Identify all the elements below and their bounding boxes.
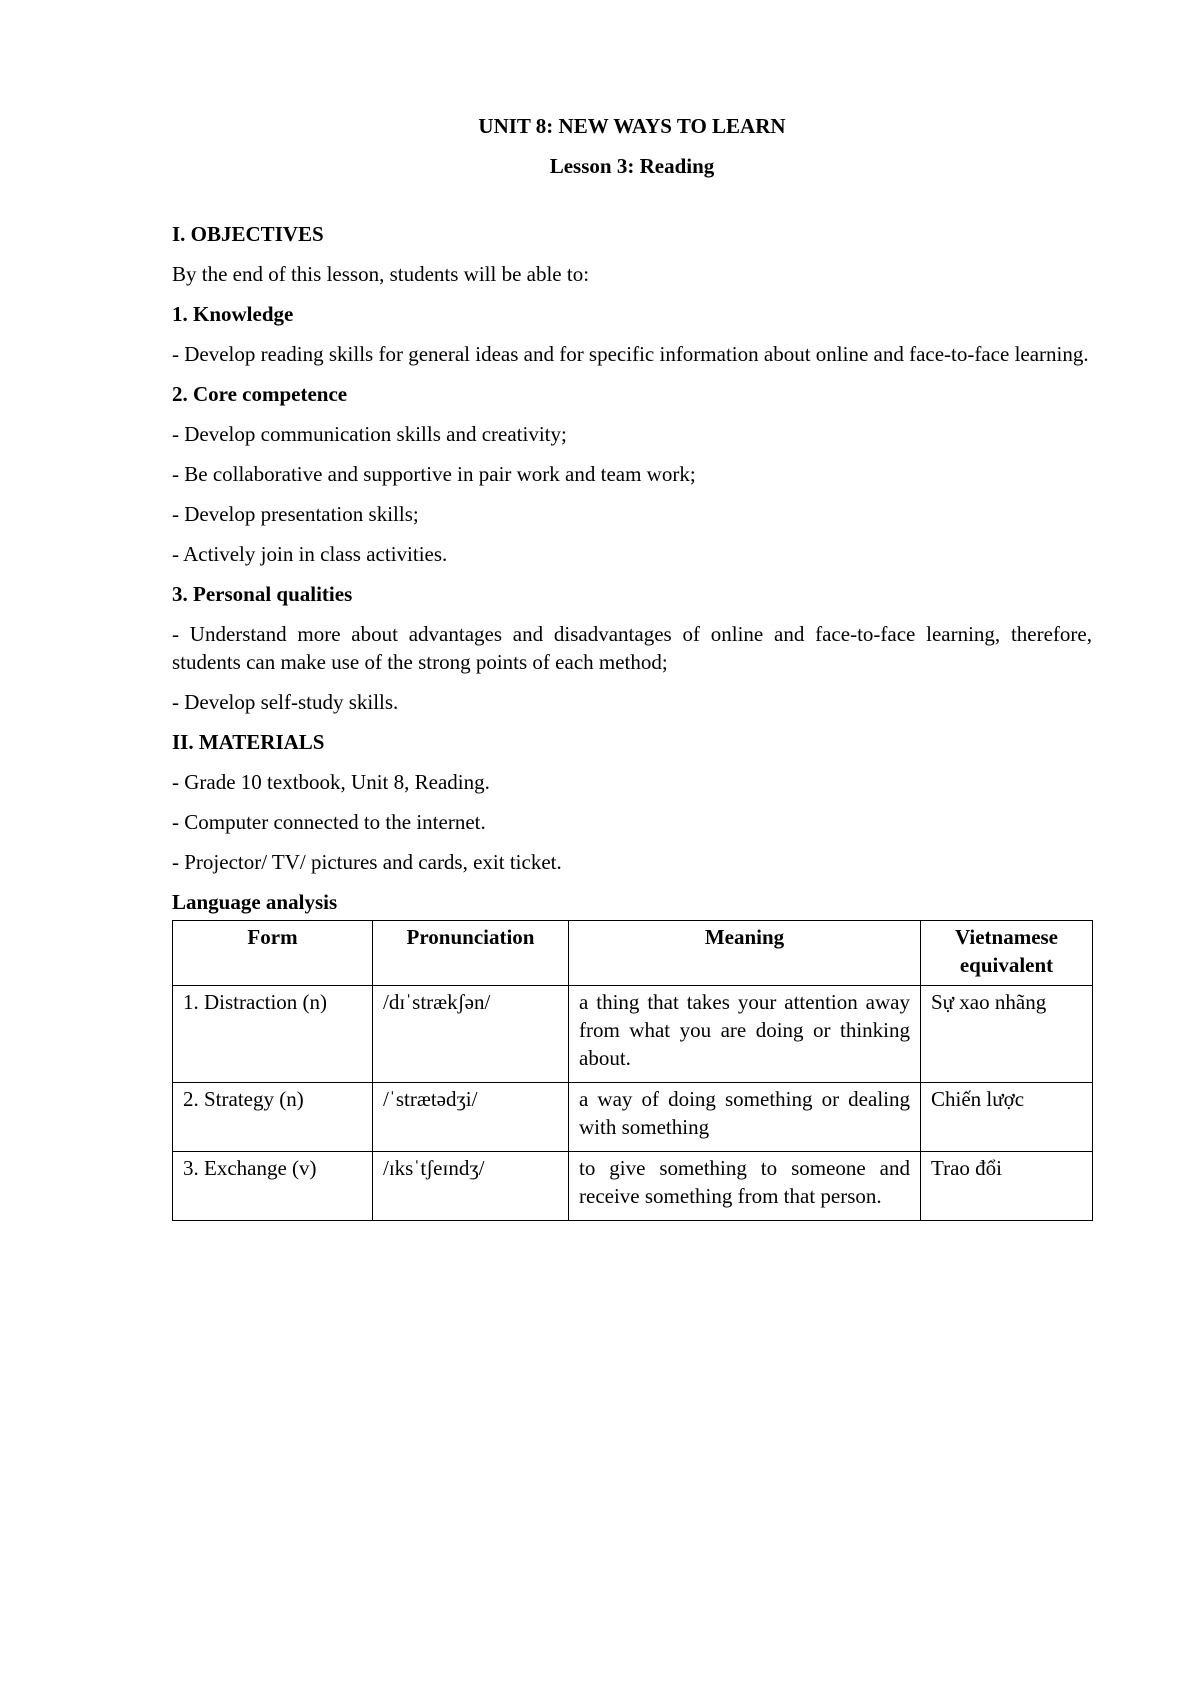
list-item: - Develop self-study skills.	[172, 690, 399, 714]
document-page	[172, 112, 1092, 1221]
lesson-title: Lesson 3: Reading	[549, 154, 715, 178]
column-header-pronunciation: Pronunciation	[373, 921, 569, 986]
list-item: - Actively join in class activities.	[172, 542, 448, 566]
language-analysis-heading: Language analysis	[172, 890, 338, 914]
list-item: - Projector/ TV/ pictures and cards, exit ticket.	[172, 850, 562, 874]
column-header-form: Form	[173, 921, 373, 986]
table-row	[173, 1083, 1093, 1152]
cell-form: 2. Strategy (n)	[173, 1083, 373, 1152]
table-row	[173, 1152, 1093, 1221]
knowledge-heading: 1. Knowledge	[172, 302, 294, 326]
cell-vietnamese: Sự xao nhãng	[921, 986, 1093, 1083]
cell-pronunciation: /dɪˈstrækʃən/	[373, 986, 569, 1083]
list-item: - Understand more about advantages and disadvantages of online and face-to-face learning, therefore, students can make use of the strong points of each method;	[172, 622, 1092, 674]
list-item: - Develop presentation skills;	[172, 502, 419, 526]
objectives-heading: I. OBJECTIVES	[172, 222, 324, 246]
column-header-meaning: Meaning	[569, 921, 921, 986]
cell-vietnamese: Chiến lược	[921, 1083, 1093, 1152]
list-item: - Computer connected to the internet.	[172, 810, 486, 834]
cell-pronunciation: /ɪksˈtʃeɪndʒ/	[373, 1152, 569, 1221]
cell-meaning: to give something to someone and receive something from that person.	[569, 1152, 921, 1221]
language-analysis-table	[172, 920, 1093, 1221]
table-row	[173, 986, 1093, 1083]
objectives-intro: By the end of this lesson, students will be able to:	[172, 262, 590, 286]
personal-qualities-list	[172, 620, 1092, 716]
list-item: - Develop communication skills and creativity;	[172, 422, 567, 446]
cell-pronunciation: /ˈstrætədʒi/	[373, 1083, 569, 1152]
materials-heading: II. MATERIALS	[172, 730, 325, 754]
core-competence-list	[172, 420, 1092, 568]
materials-list	[172, 768, 1092, 876]
cell-form: 3. Exchange (v)	[173, 1152, 373, 1221]
cell-vietnamese: Trao đổi	[921, 1152, 1093, 1221]
column-header-vietnamese: Vietnamese equivalent	[921, 921, 1093, 986]
personal-qualities-heading: 3. Personal qualities	[172, 582, 353, 606]
list-item: - Develop reading skills for general ideas and for specific information about online and face-to-face learning.	[172, 342, 1089, 366]
cell-meaning: a thing that takes your attention away from what you are doing or thinking about.	[569, 986, 921, 1083]
cell-meaning: a way of doing something or dealing with something	[569, 1083, 921, 1152]
core-competence-heading: 2. Core competence	[172, 382, 348, 406]
list-item: - Grade 10 textbook, Unit 8, Reading.	[172, 770, 490, 794]
list-item: - Be collaborative and supportive in pair work and team work;	[172, 462, 696, 486]
cell-form: 1. Distraction (n)	[173, 986, 373, 1083]
table-header-row	[173, 921, 1093, 986]
knowledge-list	[172, 340, 1092, 368]
unit-title: UNIT 8: NEW WAYS TO LEARN	[478, 114, 786, 138]
